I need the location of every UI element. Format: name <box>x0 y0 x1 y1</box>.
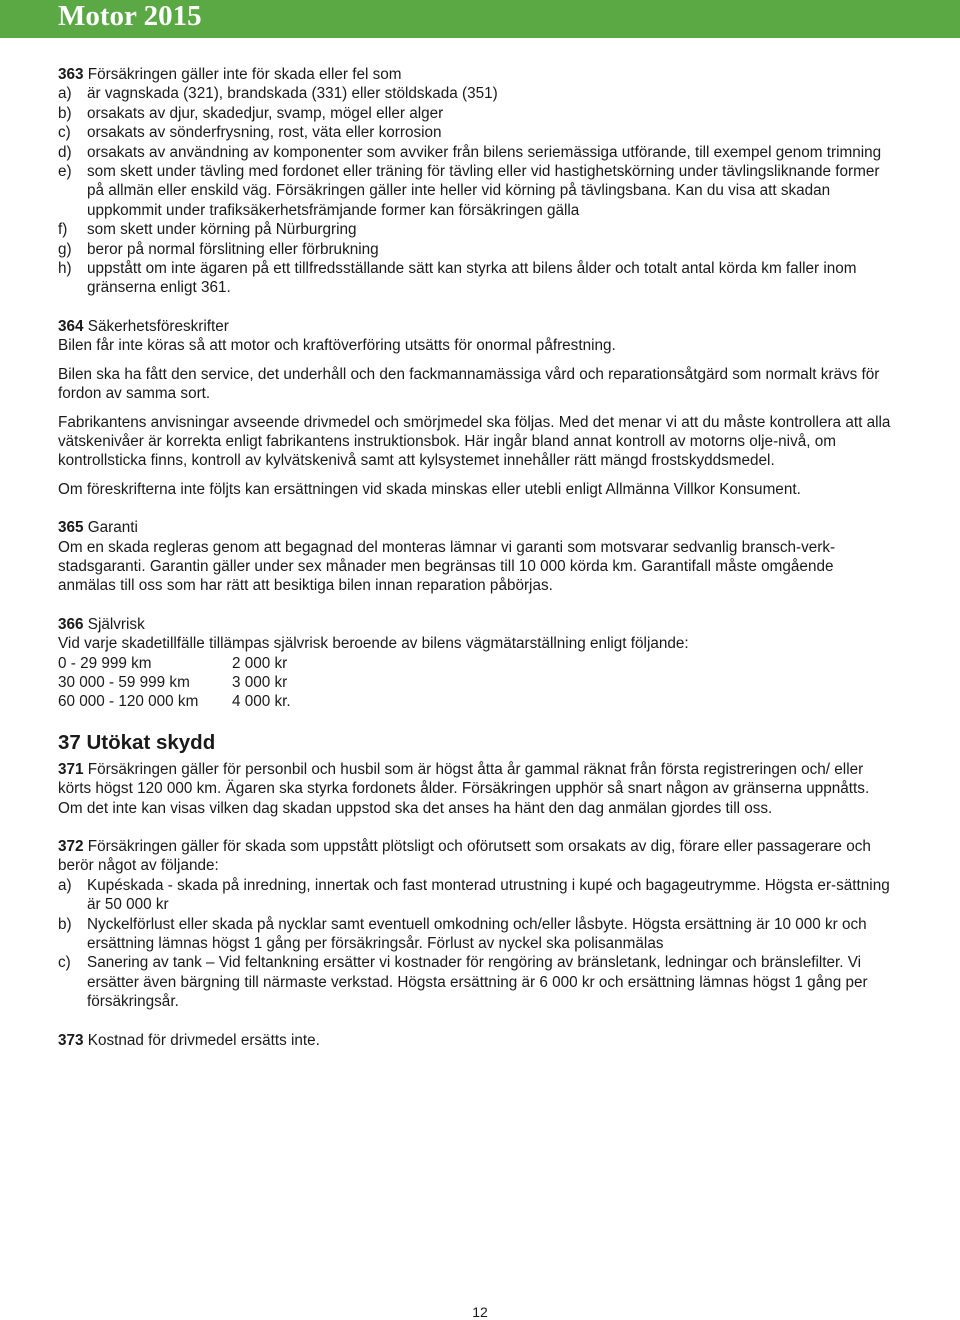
deductible-row <box>58 654 894 673</box>
item-label: b) <box>58 915 72 933</box>
item-text: orsakats av djur, skadedjur, svamp, mögel eller alger <box>87 104 444 122</box>
section-number: 372 <box>58 838 84 855</box>
section-363-intro <box>58 65 894 84</box>
item-text: som skett under tävling med fordonet eller träning för tävling eller vid hastighetskörning under tävlingsliknande former på allmän eller enskild väg. Försäkringen gäller inte heller vid körning på tävlingsbana. Kan du visa att skadan uppkommit under trafiksäkerhetsfrämjande former kan försäkringen gälla <box>87 163 880 219</box>
header-bar <box>0 0 960 38</box>
mileage-range: 60 000 - 120 000 km <box>58 693 199 711</box>
item-text: Nyckelförlust eller skada på nycklar samt eventuell omkodning och/eller låsbyte. Högsta ersättning är 10 000 kr och ersättning lämnas högst 1 gång per försäkringsår. Förlust av nyckel ska polisanmälas <box>87 915 867 953</box>
section-heading: 37 Utökat skydd <box>58 730 216 754</box>
section-365 <box>58 518 894 596</box>
section-372 <box>58 837 894 1012</box>
section-intro-text: Försäkringen gäller inte för skada eller fel som <box>87 66 402 83</box>
paragraph: Vid varje skadetillfälle tillämpas självrisk beroende av bilens vägmätarställning enligt följande: <box>58 635 689 653</box>
item-text: är vagnskada (321), brandskada (331) eller stöldskada (351) <box>87 85 498 103</box>
item-label: h) <box>58 260 72 278</box>
paragraph <box>58 760 894 818</box>
list-item <box>58 104 894 123</box>
page-number: 12 <box>472 1304 488 1320</box>
section-number: 364 <box>58 317 84 335</box>
mileage-range: 0 - 29 999 km <box>58 654 152 672</box>
paragraph-text: Kostnad för drivmedel ersätts inte. <box>87 1031 320 1049</box>
item-label: a) <box>58 85 72 103</box>
deductible-row <box>58 673 894 692</box>
section-title: Garanti <box>87 519 138 537</box>
document-title: Motor 2015 <box>58 0 202 32</box>
item-label: b) <box>58 104 72 122</box>
section-366 <box>58 615 894 712</box>
section-364-heading <box>58 317 894 336</box>
list-item <box>58 84 894 103</box>
list-item <box>58 240 894 259</box>
item-text: orsakats av användning av komponenter som avviker från bilens seriemässiga utförande, till exempel genom trimning <box>87 143 882 161</box>
item-text: beror på normal förslitning eller förbrukning <box>87 240 379 258</box>
paragraph: Fabrikantens anvisningar avseende drivmedel och smörjmedel ska följas. Med det menar vi att du måste kontrollera att alla vätskenivåer är korrekta enligt fabrikantens instruktionsbok. Här ingår bland annat kontroll av motorns olje-nivå, om kontrollsticka finns, kontroll av kylvätskenivå samt att kylsystemet innehåller rätt mängd frostskyddsmedel. <box>58 413 891 470</box>
deductible-amount: 4 000 kr. <box>232 693 291 711</box>
item-label: d) <box>58 143 72 161</box>
list-item <box>58 259 894 298</box>
section-372-intro <box>58 837 894 876</box>
paragraph: Bilen ska ha fått den service, det underhåll och den fackmannamässiga vård och reparationsåtgärd som normalt krävs för fordon av samma sort. <box>58 365 880 403</box>
paragraph: Om en skada regleras genom att begagnad del monteras lämnar vi garanti som motsvarar sedvanlig bransch-verk-stadsgaranti. Garantin gäller under sex månader men begränsas till 10 000 körda km. Garantifall måste omgående anmälas till oss som har rätt att besiktiga bilen innan reparation påbörjas. <box>58 538 836 595</box>
paragraph <box>58 1031 894 1050</box>
item-label: c) <box>58 954 71 972</box>
section-number: 363 <box>58 66 84 83</box>
item-text: Kupéskada - skada på inredning, innertak och fast monterad utrustning i kupé och bagageutrymme. Högsta er-sättning är 50 000 kr <box>87 876 890 914</box>
deductible-amount: 2 000 kr <box>232 654 288 672</box>
paragraph: Bilen får inte köras så att motor och kraftöverföring utsätts för onormal påfrestning. <box>58 337 616 355</box>
item-label: e) <box>58 163 72 181</box>
section-title: Säkerhetsföreskrifter <box>87 317 229 335</box>
section-number: 365 <box>58 519 84 537</box>
section-number: 371 <box>58 760 84 778</box>
section-intro-text: Försäkringen gäller för skada som uppstått plötsligt och oförutsett som orsakats av dig, förare eller passagerare och berör något av följande: <box>58 838 871 875</box>
section-364 <box>58 317 894 499</box>
list-item <box>58 915 894 954</box>
section-title: Självrisk <box>87 615 145 633</box>
list-item <box>58 162 894 220</box>
section-number: 373 <box>58 1031 84 1049</box>
page-content <box>58 65 894 1050</box>
list-item <box>58 876 894 915</box>
item-label: g) <box>58 240 72 258</box>
section-number: 366 <box>58 615 84 633</box>
item-label: f) <box>58 221 68 239</box>
list-item <box>58 220 894 239</box>
mileage-range: 30 000 - 59 999 km <box>58 673 190 691</box>
list-item <box>58 953 894 1011</box>
item-label: a) <box>58 876 72 894</box>
item-text: orsakats av sönderfrysning, rost, väta eller korrosion <box>87 124 442 142</box>
item-text: Sanering av tank – Vid feltankning ersätter vi kostnader för rengöring av bränsletank, ledningar och bränslefilter. Vi ersätter även bärgning till närmaste verkstad. Högsta ersättning är 6 000 kr och ersättning lämnas högst 1 gång per försäkringsår. <box>87 954 868 1011</box>
section-373 <box>58 1031 894 1050</box>
item-text: uppstått om inte ägaren på ett tillfredsställande sätt kan styrka att bilens ålder och totalt antal körda km faller inom gränserna enligt 361. <box>87 260 857 297</box>
list-item <box>58 123 894 142</box>
paragraph: Om föreskrifterna inte följts kan ersättningen vid skada minskas eller utebli enligt Allmänna Villkor Konsument. <box>58 480 801 498</box>
deductible-row <box>58 692 894 711</box>
item-text: som skett under körning på Nürburgring <box>87 221 357 239</box>
deductible-amount: 3 000 kr <box>232 673 288 691</box>
section-363 <box>58 65 894 298</box>
section-366-heading <box>58 615 894 634</box>
paragraph-text: Försäkringen gäller för personbil och husbil som är högst åtta år gammal räknat från första registreringen och/ eller körts högst 120 000 km. Ägaren ska styrka fordonets ålder. Försäkringen upphör så snart någon av gränserna uppnåtts. Om det inte kan visas vilken dag skadan uppstod ska det anses ha hänt den dag anmälan gjordes till oss. <box>58 760 870 817</box>
list-item <box>58 143 894 162</box>
section-365-heading <box>58 518 894 537</box>
section-371 <box>58 760 894 818</box>
item-label: c) <box>58 124 71 142</box>
